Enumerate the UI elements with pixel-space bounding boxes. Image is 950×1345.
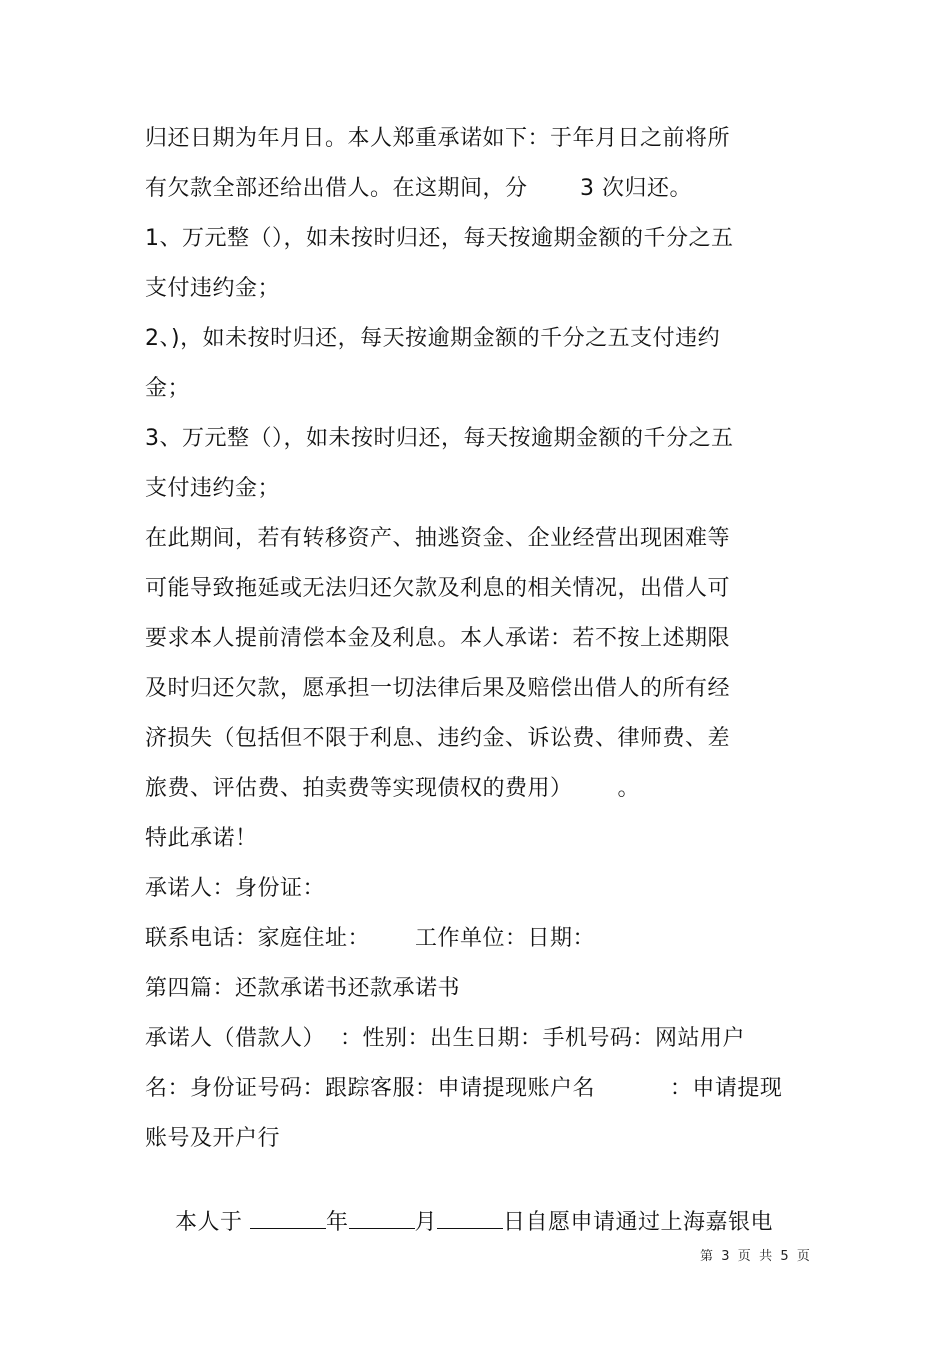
blank-day (437, 1204, 503, 1229)
last-line-part-2: 年 (325, 1210, 349, 1235)
text-line-14: 旅费、评估费、拍卖费等实现债权的费用） 。 (145, 776, 640, 801)
page-number: 第 3 页 共 5 页 (700, 1249, 810, 1264)
text-line-19: 承诺人（借款人） ：性别：出生日期：手机号码：网站用户 (145, 1026, 745, 1051)
text-line-18: 第四篇：还款承诺书还款承诺书 (145, 976, 461, 1001)
text-line-15: 特此承诺！ (145, 826, 258, 851)
blank-year (250, 1204, 326, 1229)
text-line-20: 名：身份证号码：跟踪客服：申请提现账户名 ：申请提现 (145, 1076, 783, 1101)
text-line-12: 及时归还欠款，愿承担一切法律后果及赔偿出借人的所有经 (145, 676, 731, 701)
text-line-10: 可能导致拖延或无法归还欠款及利息的相关情况，出借人可 (145, 576, 731, 601)
text-line-16: 承诺人：身份证： (145, 876, 326, 901)
text-line-2: 有欠款全部还给出借人。在这期间，分 3 次归还。 (145, 176, 692, 201)
text-line-9: 在此期间，若有转移资产、抽逃资金、企业经营出现困难等 (145, 526, 731, 551)
text-line-22 (145, 1174, 773, 1268)
last-line-part-3: 月 (414, 1210, 438, 1235)
text-line-5: 2、)，如未按时归还，每天按逾期金额的千分之五支付违约 (145, 326, 721, 351)
text-line-1: 归还日期为年月日。本人郑重承诺如下：于年月日之前将所 (145, 126, 731, 151)
text-line-3: 1、万元整（），如未按时归还，每天按逾期金额的千分之五 (145, 226, 734, 251)
text-line-11: 要求本人提前清偿本金及利息。本人承诺：若不按上述期限 (145, 626, 731, 651)
blank-month (349, 1204, 415, 1229)
text-line-4: 支付违约金； (145, 276, 281, 301)
text-line-13: 济损失（包括但不限于利息、违约金、诉讼费、律师费、差 (145, 726, 731, 751)
text-line-6: 金； (145, 376, 191, 401)
text-line-17: 联系电话：家庭住址： 工作单位：日期： (145, 926, 595, 951)
text-line-21: 账号及开户行 (145, 1126, 281, 1151)
text-line-7: 3、万元整（），如未按时归还，每天按逾期金额的千分之五 (145, 426, 734, 451)
last-line-part-1: 本人于 (174, 1210, 250, 1235)
last-line-part-4: 日自愿申请通过上海嘉银电 (503, 1210, 774, 1235)
text-line-8: 支付违约金； (145, 476, 281, 501)
